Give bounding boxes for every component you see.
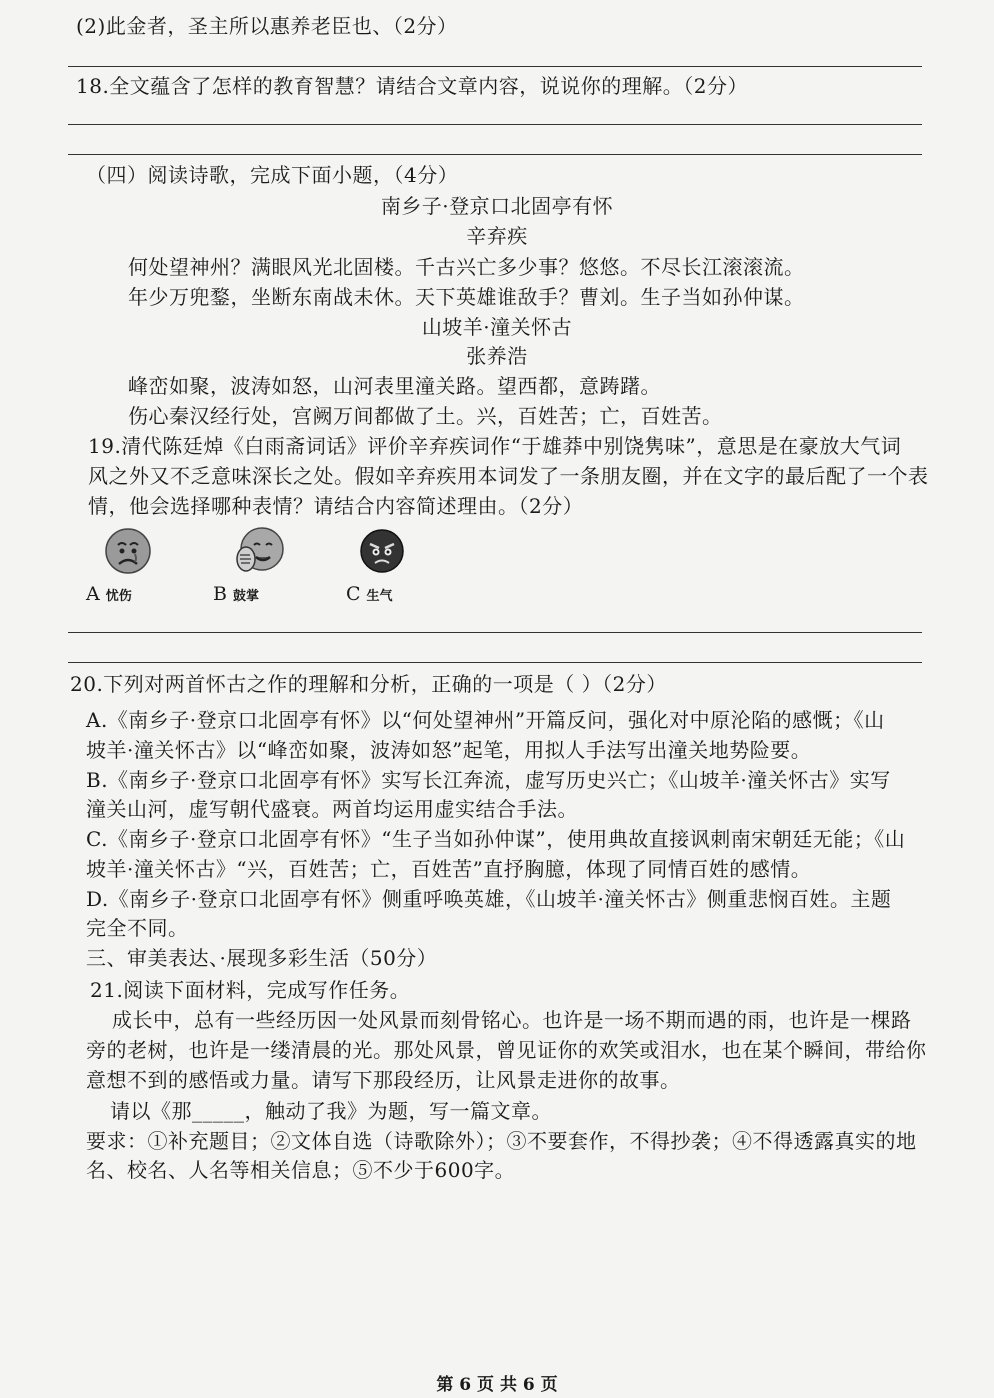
poem2-line: 峰峦如聚，波涛如怒，山河表里潼关路。望西都，意踌躇。 [128,374,661,398]
sad-face-icon [104,527,152,575]
q20-option-c: 坡羊·潼关怀古》“兴，百姓苦；亡，百姓苦”直抒胸臆，体现了同情百姓的感情。 [86,857,812,881]
q18-stem: 18.全文蕴含了怎样的教育智慧？请结合文章内容，说说你的理解。（2分） [76,74,749,98]
poem1-title: 南乡子·登京口北固亭有怀 [380,194,614,218]
q20-option-c: C.《南乡子·登京口北固亭有怀》“生子当如孙仲谋”，使用典故直接讽刺南宋朝廷无能；《山 [86,827,906,851]
q19-line: 情，他会选择哪种表情？请结合内容简述理由。（2分） [88,494,584,518]
answer-line [68,662,922,663]
poem1-line: 年少万兜鍪，坐断东南战未休。天下英雄谁敌手？曹刘。生子当如孙仲谋。 [128,285,805,309]
option-c-label: C 生气 [346,583,393,605]
option-b-label: B 鼓掌 [213,583,259,605]
poem2-line: 伤心秦汉经行处，宫阙万间都做了土。兴，百姓苦；亡，百姓苦。 [128,404,723,428]
q21-material-line: 旁的老树，也许是一缕清晨的光。那处风景，曾见证你的欢笑或泪水，也在某个瞬间，带给你 [86,1038,927,1062]
q17-sub2: (2)此金者，圣主所以惠养老臣也、（2分） [76,14,458,38]
poem2-title: 山坡羊·潼关怀古 [421,315,573,339]
section4-heading: （四）阅读诗歌，完成下面小题，（4分） [86,163,459,187]
q19-line: 19.清代陈廷焯《白雨斋词话》评价辛弃疾词作“于雄莽中别饶隽味”，意思是在豪放大气词 [88,434,902,458]
q20-option-b: 潼关山河，虚写朝代盛衰。两首均运用虚实结合手法。 [86,797,578,821]
q21-material-line: 成长中，总有一些经历因一处风景而刻骨铭心。也许是一场不期而遇的雨，也许是一棵路 [112,1008,912,1032]
angry-face-icon [359,528,405,574]
option-a-label: A 忧伤 [86,583,132,605]
q21-requirements: 要求：①补充题目；②文体自选（诗歌除外）；③不要套作，不得抄袭；④不得透露真实的地 [86,1129,917,1153]
answer-line [68,66,922,67]
q20-stem: 20.下列对两首怀古之作的理解和分析，正确的一项是（ ）（2分） [70,672,667,696]
q20-option-b: B.《南乡子·登京口北固亭有怀》实写长江奔流，虚写历史兴亡；《山坡羊·潼关怀古》实写 [86,768,891,792]
q21-material-line: 意想不到的感悟或力量。请写下那段经历，让风景走进你的故事。 [86,1068,681,1092]
q20-option-d: D.《南乡子·登京口北固亭有怀》侧重呼唤英雄，《山坡羊·潼关怀古》侧重悲悯百姓。主题 [86,887,892,911]
q20-option-a: A.《南乡子·登京口北固亭有怀》以“何处望神州”开篇反问，强化对中原沦陷的感慨；《山 [86,708,885,732]
section3-heading: 三、审美表达、·展现多彩生活（50分） [86,946,438,970]
poem2-author: 张养浩 [466,344,528,368]
clapping-face-icon [234,525,284,575]
poem1-author: 辛弃疾 [466,224,528,248]
q20-option-a: 坡羊·潼关怀古》以“峰峦如聚，波涛如怒”起笔，用拟人手法写出潼关地势险要。 [86,738,812,762]
page-footer: 第 6 页 共 6 页 [436,1375,558,1395]
q20-option-d: 完全不同。 [86,916,189,940]
answer-line [68,124,922,125]
q21-stem: 21.阅读下面材料，完成写作任务。 [90,978,411,1002]
answer-line [68,632,922,633]
q21-title-task: 请以《那_____，触动了我》为题，写一篇文章。 [110,1099,552,1123]
answer-line [68,154,922,155]
q21-requirements: 名、校名、人名等相关信息；⑤不少于600字。 [86,1158,516,1182]
q19-line: 风之外又不乏意味深长之处。假如辛弃疾用本词发了一条朋友圈，并在文字的最后配了一个表 [88,464,929,488]
poem1-line: 何处望神州？满眼风光北固楼。千古兴亡多少事？悠悠。不尽长江滚滚流。 [128,255,805,279]
